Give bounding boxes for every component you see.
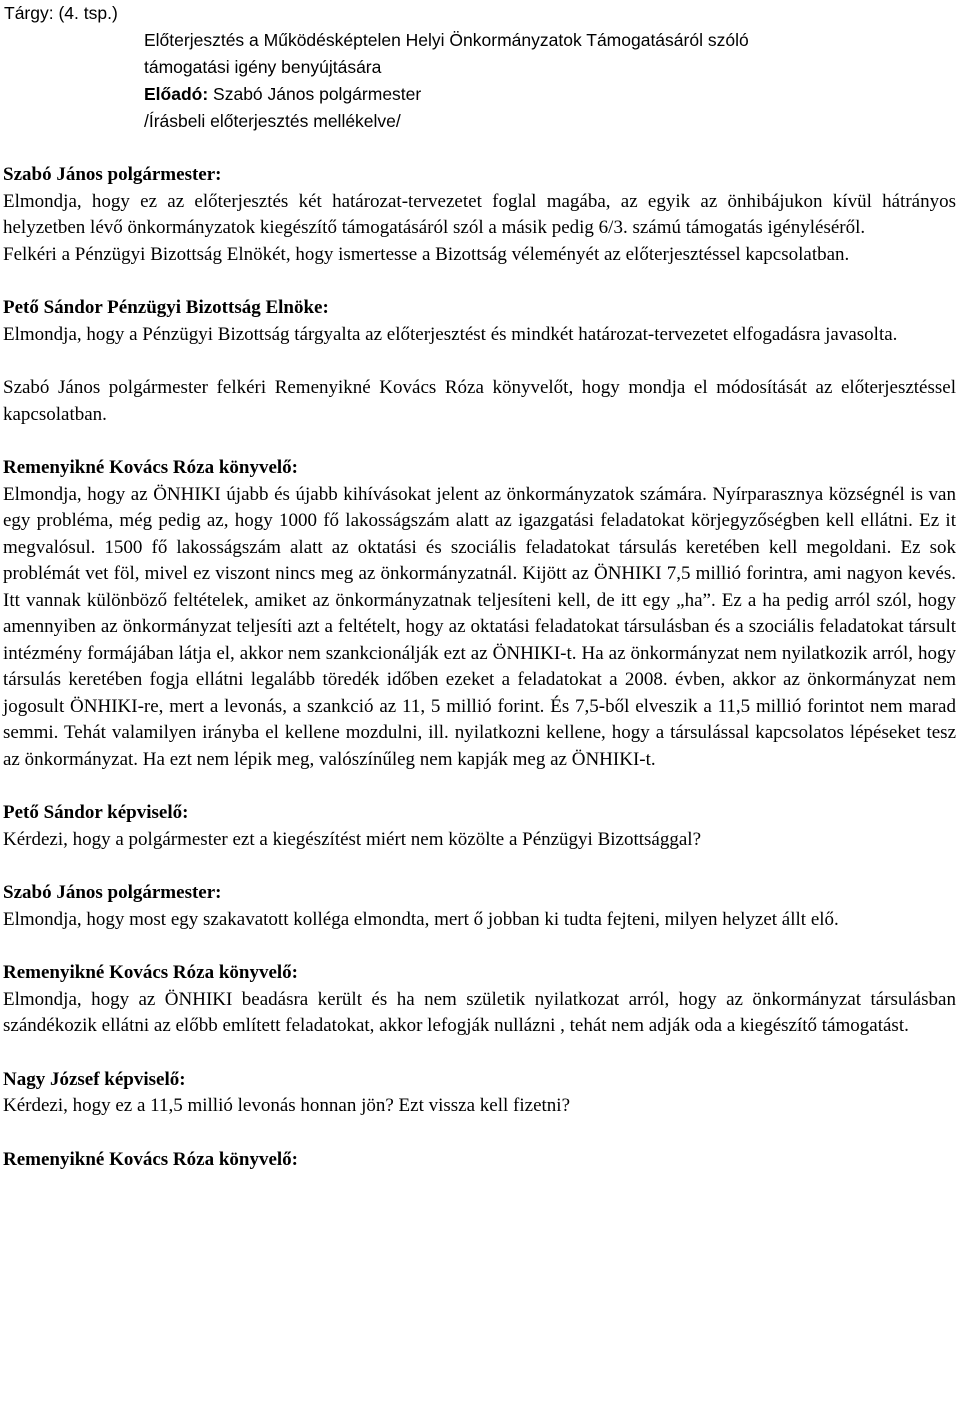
minutes-body	[3, 162, 956, 1173]
speaker-name: Pető Sándor képviselő:	[3, 802, 189, 823]
speaker-name: Remenyikné Kovács Róza könyvelő:	[3, 962, 299, 983]
presenter-label: Előadó:	[144, 84, 209, 104]
speech-text: Felkéri a Pénzügyi Bizottság Elnökét, hogy ismertesse a Bizottság véleményét az előterjesztéssel kapcsolatban.	[3, 243, 850, 265]
speaker-name: Szabó János polgármester:	[3, 882, 222, 903]
presenter-name: Szabó János polgármester	[213, 84, 422, 104]
speech-text: Elmondja, hogy ez az előterjesztés két határozat-tervezetet foglal magába, az egyik az önhibájukon kívül hátrányos helyzetben lévő önkormányzatok kiegészítő támogatásáról szól a másik pedig 6/3. számú támogatás igényléséről.	[3, 190, 956, 238]
presenter-line	[144, 81, 956, 108]
speech-text: Elmondja, hogy az ÖNHIKI újabb és újabb kihívásokat jelent az önkormányzatok számára. Nyírparasznya községnél is van egy probléma, még pedig az, hogy 1000 fő lakosságszám alatt az igazgatási feladatokat körjegyzőségben kell ellátni. Ez it megvalósul. 1500 fő lakosságszám alatt az oktatási és szociális feladatokat társulás keretében kell megoldani. Ez sok problémát vet föl, mivel ez viszont nincs meg az önkormányzatnál. Kijött az ÖNHIKI 7,5 millió forintra, ami nagyon kevés. Itt vannak különböző feltételek, amiket az önkormányzatnak teljesíteni kell, de itt egy „ha”. Ez a ha pedig arról szól, hogy amennyiben az önkormányzat teljesíti azt a feltételt, hogy az oktatási feladatokat társulásban és a szociális feladatokat társult intézmény formájában látja el, akkor nem szankcionálják ezt az ÖNHIKI-t. Ha az önkormányzat nem nyilatkozik arról, hogy társulás keretében fogja ellátni legalább töredék időben ezeket a feladatokat a 2008. évben, akkor az önkormányzat nem jogosult ÖNHIKI-re, mert a levonás, a szankció az 11, 5 millió forint. És 7,5-ből elveszik a 11,5 millió forintot nem marad semmi. Tehát valamilyen irányba el kellene mozdulni, ill. nyilatkozni kellene, hogy a társulással kapcsolatos lépéseket tesz az önkormányzat. Ha ezt nem lépik meg, valószínűleg nem kapják meg az ÖNHIKI-t.	[3, 483, 956, 770]
speaker-name: Remenyikné Kovács Róza könyvelő:	[3, 1148, 299, 1170]
minutes-section	[3, 880, 956, 933]
subject-title-line-1: Előterjesztés a Működésképtelen Helyi Önkormányzatok Támogatásáról szóló	[144, 30, 749, 50]
speaker-name: Szabó János polgármester:	[3, 164, 222, 185]
subject-line	[4, 0, 956, 27]
subject-label: Tárgy:	[4, 3, 54, 23]
subject-title-line-2: támogatási igény benyújtására	[144, 57, 382, 77]
speaker-name: Remenyikné Kovács Róza könyvelő:	[3, 457, 299, 478]
minutes-section	[3, 375, 956, 428]
minutes-section	[3, 1147, 956, 1174]
minutes-section	[3, 960, 956, 1040]
minutes-section	[3, 295, 956, 348]
minutes-section	[3, 455, 956, 773]
speech-text: Elmondja, hogy most egy szakavatott kolléga elmondta, mert ő jobban ki tudta fejteni, milyen helyzet állt elő.	[3, 908, 839, 930]
speech-text: Elmondja, hogy az ÖNHIKI beadásra került és ha nem születik nyilatkozat arról, hogy az önkormányzat társulásban szándékozik ellátni az előbb említett feladatokat, akkor lefogják nullázni , tehát nem adják oda a kiegészítő támogatást.	[3, 988, 956, 1036]
minutes-section	[3, 800, 956, 853]
subject-detail	[144, 27, 956, 135]
speech-text: Kérdezi, hogy ez a 11,5 millió levonás honnan jön? Ezt vissza kell fizetni?	[3, 1095, 571, 1116]
minutes-section	[3, 1067, 956, 1120]
minutes-section	[3, 162, 956, 268]
speaker-name: Nagy József képviselő:	[3, 1068, 186, 1090]
attachment-note: /Írásbeli előterjesztés mellékelve/	[144, 111, 401, 131]
speech-text: Szabó János polgármester felkéri Remenyikné Kovács Róza könyvelőt, hogy mondja el módosítását az előterjesztéssel kapcsolatban.	[3, 377, 956, 425]
speech-text: Elmondja, hogy a Pénzügyi Bizottság tárgyalta az előterjesztést és mindkét határozat-tervezetet elfogadásra javasolta.	[3, 323, 898, 345]
subject-number: (4. tsp.)	[58, 3, 118, 23]
speech-text: Kérdezi, hogy a polgármester ezt a kiegészítést miért nem közölte a Pénzügyi Bizottsággal?	[3, 828, 701, 850]
document-header	[4, 0, 956, 135]
speaker-name: Pető Sándor Pénzügyi Bizottság Elnöke:	[3, 297, 329, 318]
